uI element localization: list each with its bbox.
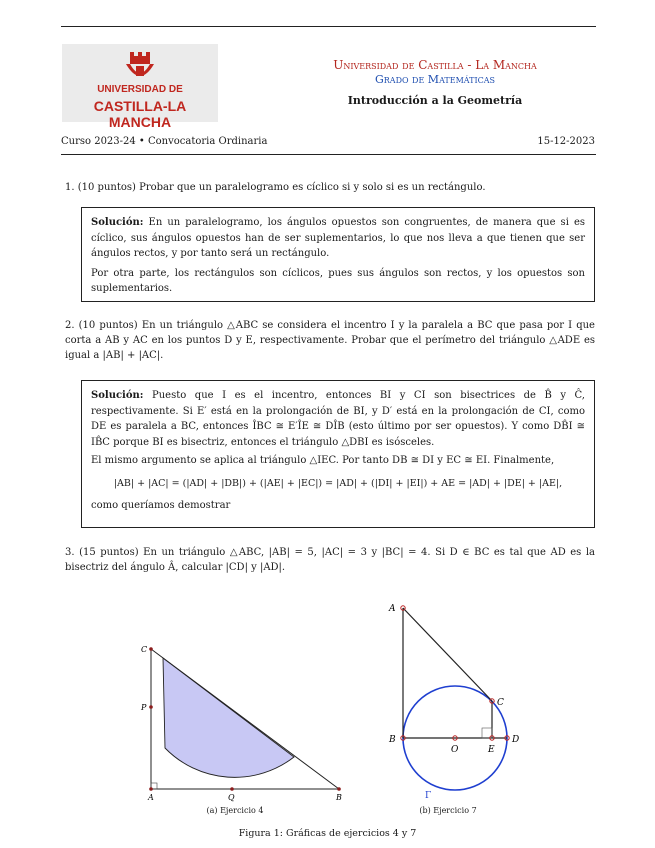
header-rule <box>61 154 596 155</box>
problem-2-statement: En un triángulo △ABC se considera el incentro I y la paralela a BC que pasa por I que corta a AB y AC en los puntos D y E, respectivamente. Probar que el perímetro del triángulo △ADE es igual a |AB| + |AC|. <box>65 320 595 361</box>
problem-2-number: 2. <box>65 320 75 331</box>
label-a: A <box>389 604 396 614</box>
solution-1-para1: Solución: En un paralelogramo, los ángulos opuestos son congruentes, de manera que si es cíclico, sus ángulos opuestos han de ser suplementarios, lo que nos lleva a que tienen que ser ángulos rectos, y por tanto será un rectángulo. <box>91 217 585 259</box>
point-p <box>149 705 153 709</box>
degree-name: Grado de Matemáticas <box>375 73 495 86</box>
top-rule <box>61 26 596 27</box>
label-a: A <box>148 793 154 802</box>
problem-1-number: 1. <box>65 182 75 193</box>
point-c <box>149 647 153 651</box>
point-q <box>230 787 234 791</box>
label-c: C <box>497 698 504 708</box>
label-q: Q <box>228 793 235 802</box>
problem-3 <box>65 545 595 575</box>
solution-1-label: Solución: <box>91 217 144 228</box>
solution-2-para1: Solución: Puesto que I es el incentro, entonces BI y CI son bisectrices de B̂ y Ĉ, respectivamente. Si E′ está en la prolongación de BI, y D′ está en la prolongación de CI, como DE es paralela a BC, entonces ÎBC ≅ E′ÎE ≅ DÎB (esto último por ser opuestos). Y como DB̂I ≅ IB̂C porque BI es bisectriz, entonces el triángulo △DBI es isósceles. <box>91 390 585 448</box>
problem-1 <box>65 180 595 195</box>
exam-date: 15-12-2023 <box>537 136 595 147</box>
figure-a <box>135 640 350 805</box>
course-title: Introducción a la Geometría <box>347 94 523 107</box>
problem-1-statement: Probar que un paralelogramo es cíclico si y solo si es un rectángulo. <box>139 182 486 193</box>
label-o: O <box>451 745 459 755</box>
logo-line1: UNIVERSIDAD DE <box>97 84 183 95</box>
figure-b <box>385 598 530 806</box>
solution-2-para3: como queríamos demostrar <box>91 500 231 511</box>
label-b: B <box>389 735 396 745</box>
solution-2-label: Solución: <box>91 390 144 401</box>
point-b <box>337 787 341 791</box>
caption-b: (b) Ejercicio 7 <box>419 806 477 815</box>
session-info: Curso 2023-24 • Convocatoria Ordinaria <box>61 136 268 147</box>
shaded-semicircle <box>163 658 294 777</box>
figure-caption: Figura 1: Gráficas de ejercicios 4 y 7 <box>238 828 417 839</box>
problem-3-number: 3. <box>65 547 75 558</box>
solution-2-box <box>81 380 595 528</box>
problem-1-points: (10 puntos) <box>77 182 136 193</box>
label-e: E <box>488 745 495 755</box>
solution-1-box <box>81 207 595 302</box>
label-gamma: Γ <box>425 791 432 801</box>
logo-line2: CASTILLA-LA MANCHA <box>93 98 187 130</box>
label-d: D <box>512 735 520 745</box>
problem-3-points: (15 puntos) <box>79 547 139 558</box>
label-p: P <box>141 703 147 712</box>
university-name: Universidad de Castilla - La Mancha <box>333 58 537 72</box>
problem-3-statement: En un triángulo △ABC, |AB| = 5, |AC| = 3 y |BC| = 4. Si D ∈ BC es tal que AD es la bisectriz del ángulo Â, calcular |CD| y |AD|. <box>65 547 596 573</box>
solution-2-equation: |AB| + |AC| = (|AD| + |DB|) + (|AE| + |EC|) = |AD| + (|DI| + |EI|) + AE = |AD| + |DE| + |AE|, <box>113 477 563 489</box>
caption-a: (a) Ejercicio 4 <box>206 806 264 815</box>
point-a <box>149 787 153 791</box>
problem-2 <box>65 318 595 363</box>
university-logo <box>62 44 218 130</box>
label-b: B <box>336 793 342 802</box>
solution-1-para2: Por otra parte, los rectángulos son cíclicos, pues sus ángulos son rectos, y los opuestos son suplementarios. <box>91 267 585 294</box>
solution-2-para2: El mismo argumento se aplica al triángulo △IEC. Por tanto DB ≅ DI y EC ≅ EI. Finalmente, <box>91 455 555 466</box>
label-c: C <box>141 645 148 654</box>
problem-2-points: (10 puntos) <box>78 320 138 331</box>
